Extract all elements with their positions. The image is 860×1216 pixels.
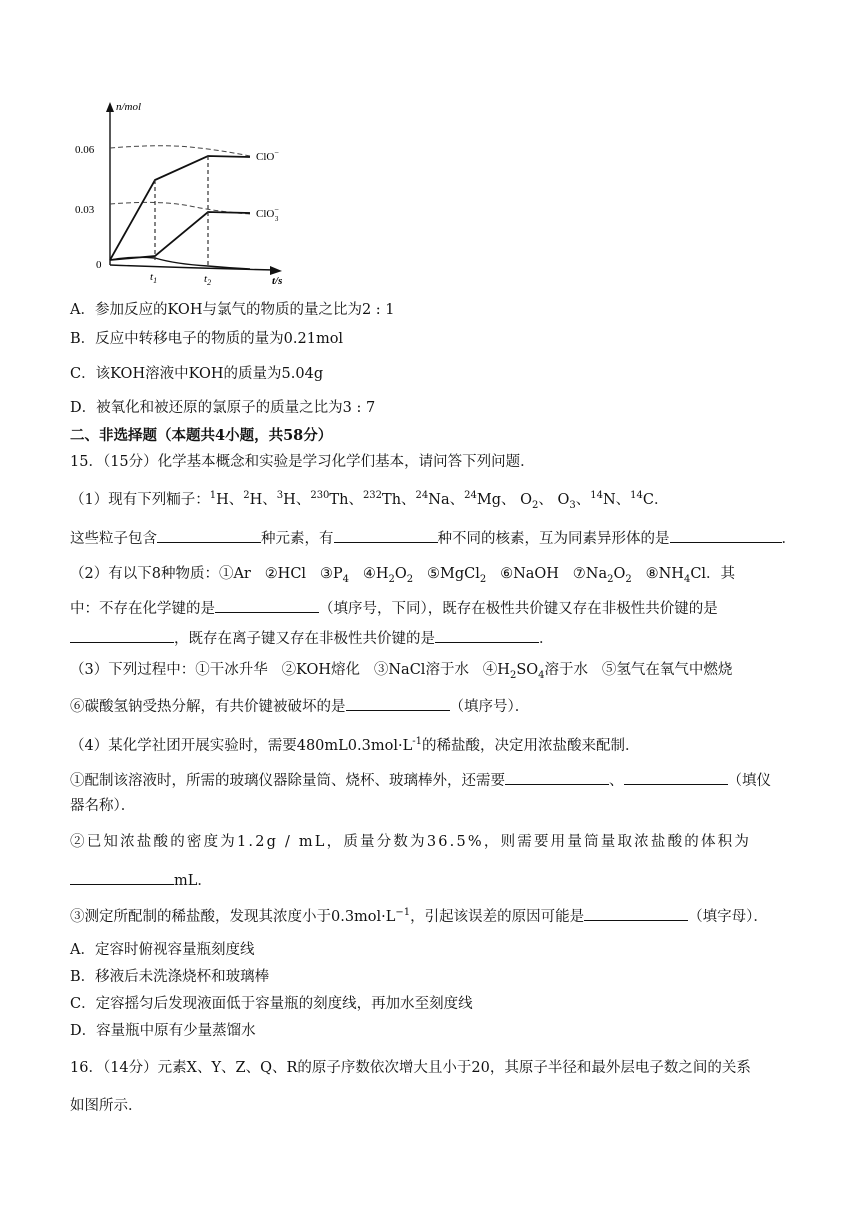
q15-part2-line2: 中：不存在化学键的是 （填序号，下同），既存在极性共价键又存在非极性共价键的是 — [70, 598, 718, 619]
answer-blank-covalent-broken[interactable] — [346, 696, 450, 711]
q15-part3-line1: （3）下列过程中：①干冰升华 ②KOH熔化 ③NaCl溶于水 $④H_2SO_4$溶于水 ⑤氢气在氧气中燃烧 — [70, 662, 733, 681]
reaction-graph — [70, 100, 300, 290]
curve-label-clo: ClO− — [256, 148, 279, 163]
x-axis — [110, 265, 275, 270]
q15-option-a: A．定容时俯视容量瓶刻度线 — [70, 942, 255, 958]
section-title: 二、非选择题（本题共4小题，共58分） — [70, 427, 333, 444]
q15-part3-line2: ⑥碳酸氢钠受热分解，有共价键被破坏的是 （填序号）． — [70, 696, 529, 717]
q15-intro: 15．（15分）化学基本概念和实验是学习化学们基本，请问答下列问题． — [70, 454, 535, 470]
x-axis-label: t/s — [272, 275, 283, 287]
q15-part4-q2-answer: mL． — [70, 870, 212, 891]
answer-blank-allotropes[interactable] — [670, 528, 782, 543]
answer-blank-glassware-1[interactable] — [505, 770, 609, 785]
q15-part2-line3: ，既存在离子键又存在非极性共价键的是 ． — [70, 628, 554, 649]
q14-option-c: C．该KOH溶液中KOH的质量为5.04g — [70, 366, 324, 382]
q15-part4-line1: （4）某化学社团开展实验时，需要$480mL0.3mol\cdot L^{-1}$的稀盐酸，决定用浓盐酸来配制． — [70, 736, 640, 754]
dashed-line-upper — [110, 146, 250, 156]
q15-part4-q1-cont: 器名称）． — [70, 798, 136, 814]
x-tick-t2: $t_2$ — [204, 273, 212, 287]
q15-part4-q2: ②已知浓盐酸的密度为1.2g / mL，质量分数为36.5%，则需要用量筒量取浓盐酸的体积为 — [70, 834, 752, 850]
q15-part4-q3: ③测定所配制的稀盐酸，发现其浓度小于$0.3mol\cdot L^{-1}$，引起该误差的原因可能是 （填字母）． — [70, 907, 768, 925]
q15-part1-line2: 这些粒子包含 种元素，有 种不同的核素，互为同素异形体的是 ． — [70, 528, 796, 549]
q14-option-d: D．被氧化和被还原的氯原子的质量之比为3 : 7 — [70, 400, 376, 416]
y-axis-label: n/mol — [116, 101, 142, 113]
q15-option-b: B．移液后未洗涤烧杯和玻璃棒 — [70, 969, 270, 985]
q14-option-b: B．反应中转移电子的物质的量为0.21mol — [70, 331, 344, 347]
q15-part2-line1: （2）有以下8种物质：①Ar ②HCl $③P_4$ $④H_2O_2$ ⑤MgCl$_2$ ⑥NaOH $⑦Na_2O_2$ $⑧NH_4Cl$．其 — [70, 566, 736, 585]
clo-curve — [110, 156, 250, 260]
curve-label-clo3: ClO− 3 — [256, 205, 279, 223]
answer-blank-polar-nonpolar[interactable] — [70, 628, 174, 643]
y-axis-arrow — [106, 102, 114, 112]
answer-blank-error-cause[interactable] — [584, 906, 688, 921]
q16-line2: 如图所示． — [70, 1098, 143, 1114]
origin-label: 0 — [96, 259, 102, 271]
q15-option-d: D．容量瓶中原有少量蒸馏水 — [70, 1023, 256, 1039]
reaction-figure — [70, 100, 300, 294]
answer-blank-volume[interactable] — [70, 870, 174, 885]
x-axis-arrow — [270, 266, 282, 275]
q15-part4-q1: ①配制该溶液时，所需的玻璃仪器除量筒、烧杯、玻璃棒外，还需要 、 （填仪 — [70, 770, 771, 791]
x-tick-t1: $t_1$ — [150, 271, 158, 285]
y-tick-006: 0.06 — [75, 144, 95, 156]
q15-part1-line1: （1）现有下列粫子：$^1$H、$^2$H、$^3$H、$^{230}$Th、$^{232}$Th、$^{24}$Na、$^{24}$Mg、 $O_2$、 $O_3$、$^{14}$N、$^{14}$C． — [70, 490, 669, 511]
clo3-curve — [110, 212, 250, 260]
answer-blank-glassware-2[interactable] — [624, 770, 728, 785]
q14-option-a: A．参加反应的KOH与氯气的物质的量之比为2 : 1 — [70, 302, 395, 318]
answer-blank-ionic-nonpolar[interactable] — [435, 628, 539, 643]
y-tick-003: 0.03 — [75, 204, 95, 216]
answer-blank-nuclides[interactable] — [334, 528, 438, 543]
q16-line1: 16．（14分）元素X、Y、Z、Q、R的原子序数依次增大且小于20，其原子半径和最外层电子数之间的关系 — [70, 1060, 751, 1076]
answer-blank-no-bond[interactable] — [215, 598, 319, 613]
answer-blank-elements[interactable] — [157, 528, 261, 543]
q15-option-c: C．定容摇匀后发现液面低于容量瓶的刻度线，再加水至刻度线 — [70, 996, 473, 1012]
